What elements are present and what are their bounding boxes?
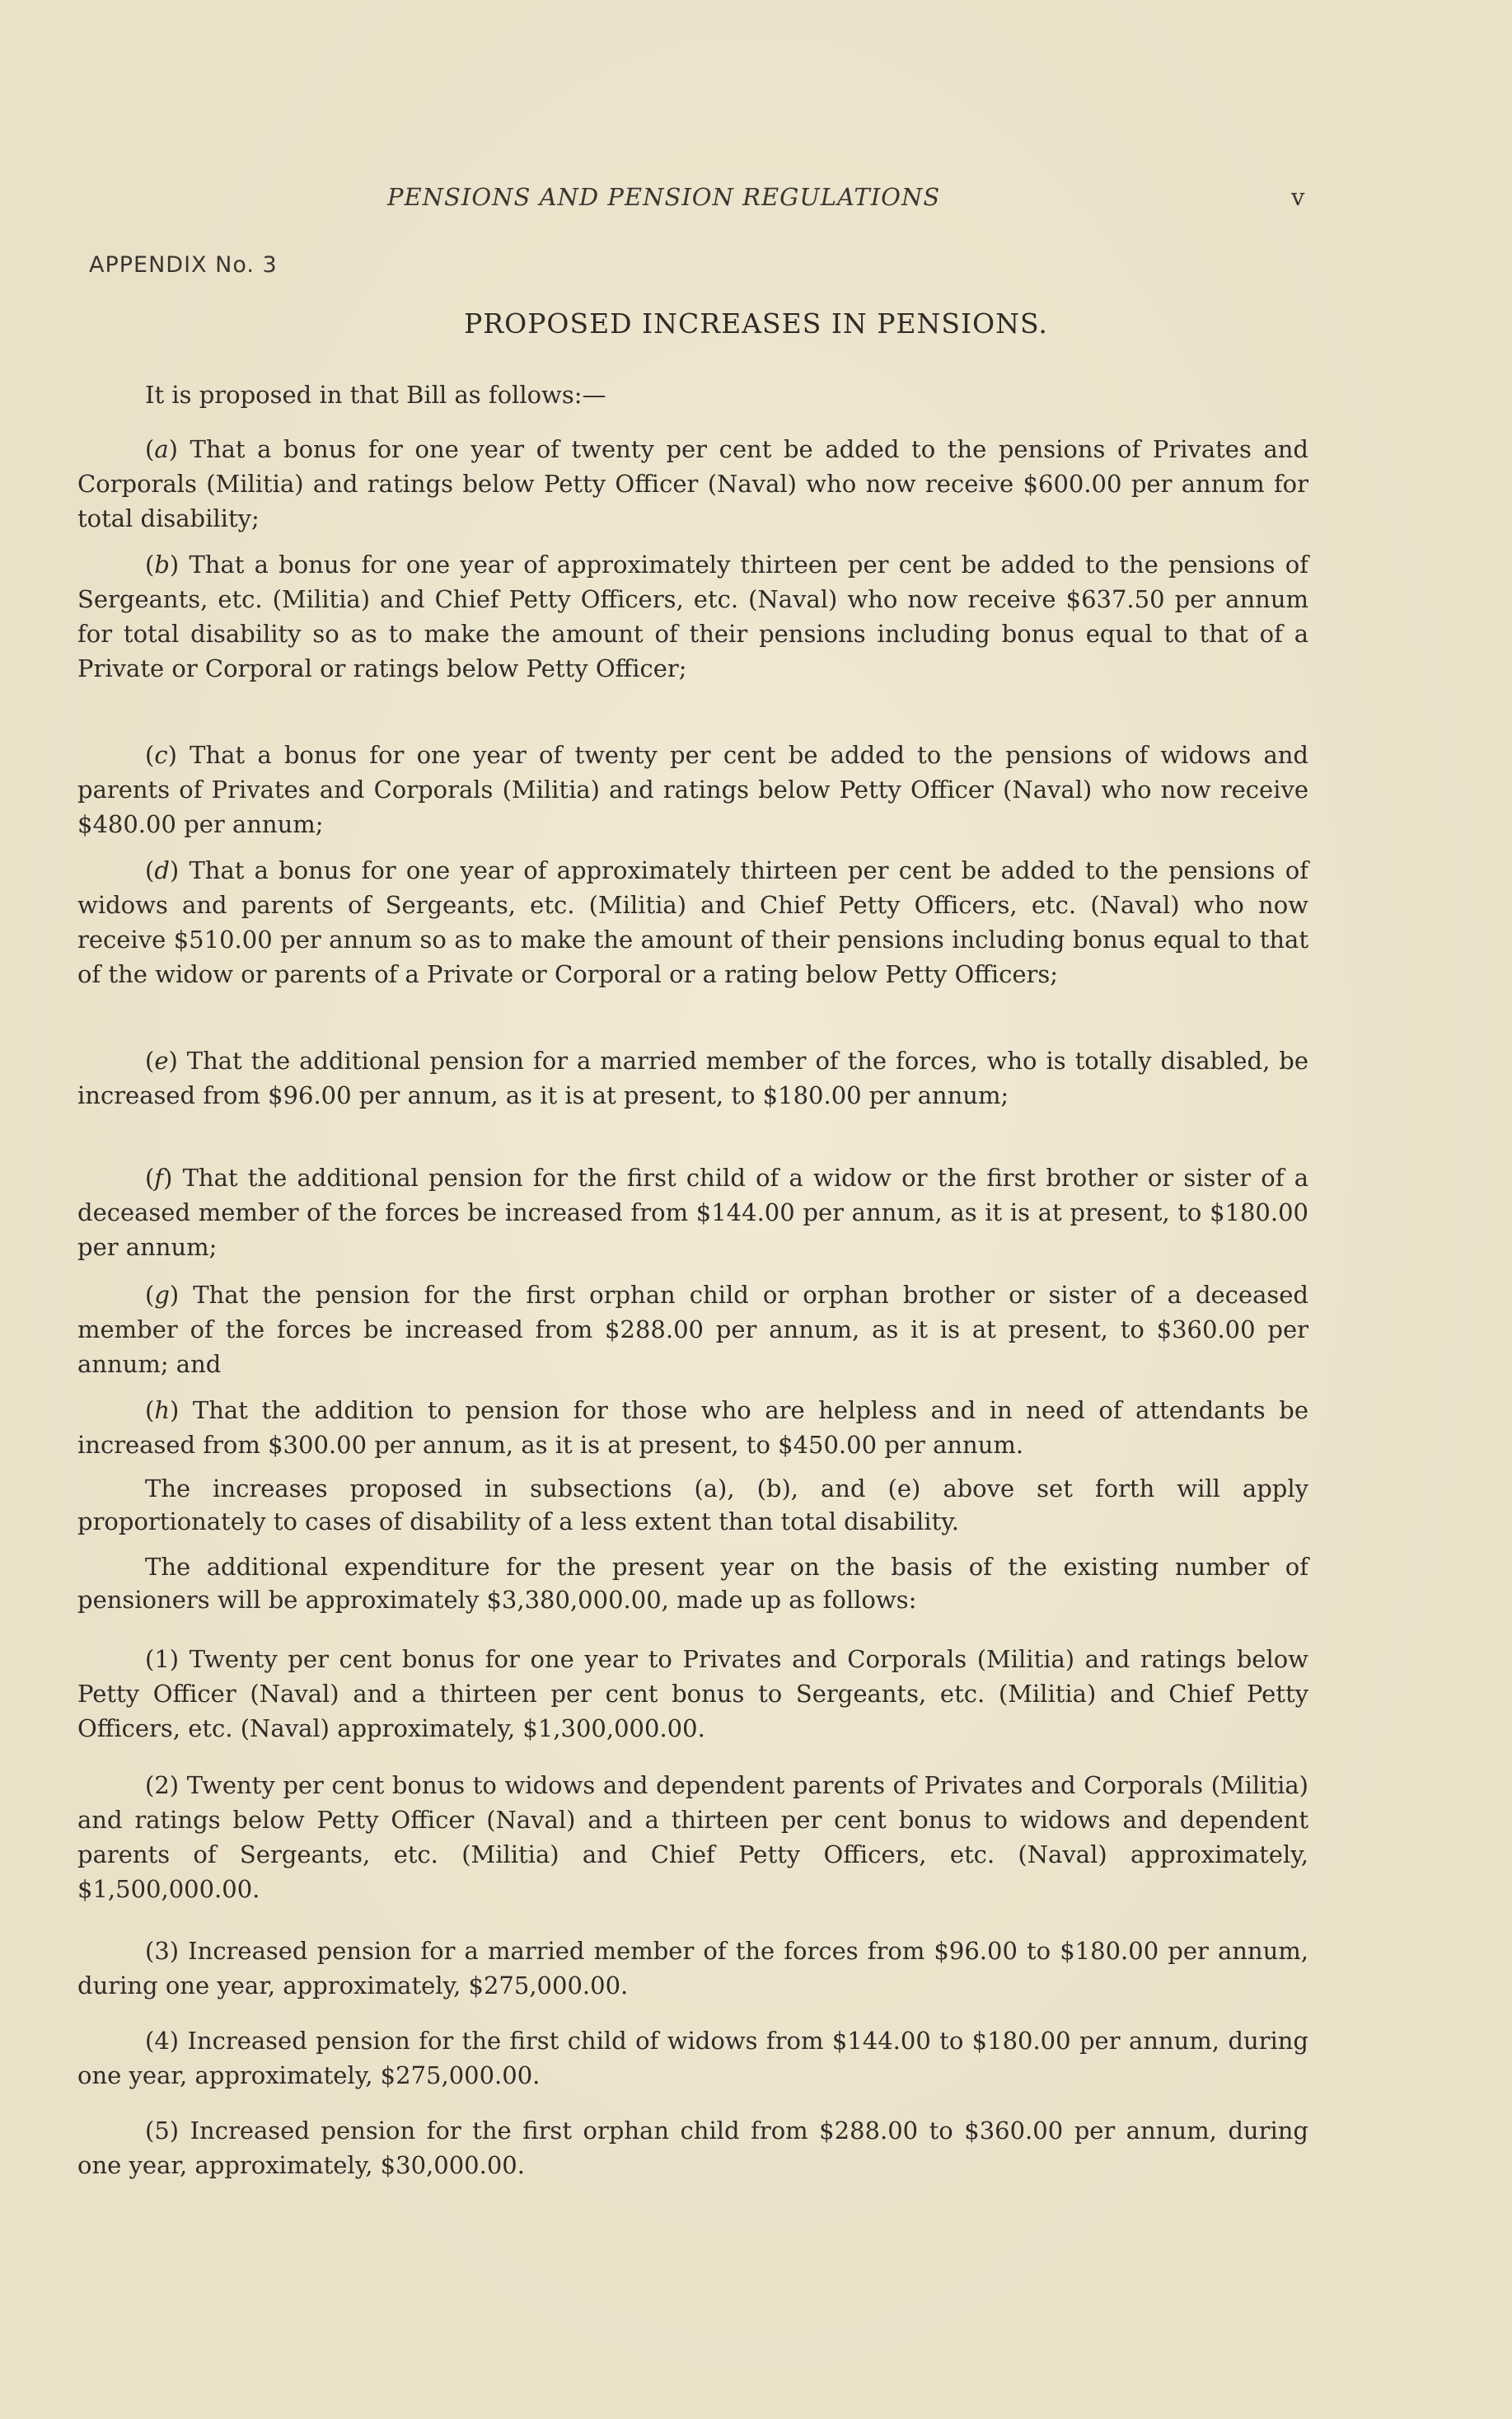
clause-e-paragraph: (e) That the additional pension for a married member of the forces, who is totally disabled, be increased from $96.00 per annum, as it is at present, to $180.00 per annum; (77, 1047, 1308, 1109)
clause-d-label: d (154, 856, 170, 884)
clause-e-text: That the additional pension for a married member of the forces, who is totally disabled, be increased from $96.00 per annum, as it is at present, to $180.00 per annum; (77, 1047, 1308, 1109)
expenditure-item-1 (77, 1642, 1308, 1746)
clause-g-label: g (154, 1281, 170, 1309)
increases-text: The increases proposed in subsections (a), (b), and (e) above set forth will apply proportionately to cases of disability of a less extent than total disability. (77, 1474, 1308, 1535)
clause-f-text: That the additional pension for the first child of a widow or the first brother or sister of a deceased member of the forces be increased from $144.00 per annum, as it is at present, to $180.00 per annum; (77, 1164, 1308, 1261)
intro-paragraph (77, 377, 1308, 412)
clause-e-label: e (154, 1047, 169, 1075)
running-header: PENSIONS AND PENSION REGULATIONS (387, 183, 941, 211)
clause-a-label: a (154, 435, 169, 463)
clause-g-paragraph: (g) That the pension for the first orphan child or orphan brother or sister of a deceased member of the forces be increased from $288.00 per annum, as it is at present, to $360.00 per annum; and (77, 1281, 1308, 1378)
clause-a-paragraph: (a) That a bonus for one year of twenty per cent be added to the pensions of Privates and Corporals (Militia) and ratings below Petty Officer (Naval) who now receive $600.00 per annum for total disability; (77, 435, 1308, 532)
increases-paragraph (77, 1472, 1308, 1538)
clause-c (77, 738, 1308, 841)
clause-b-paragraph: (b) That a bonus for one year of approximately thirteen per cent be added to the pensions of Sergeants, etc. (Militia) and Chief Petty Officers, etc. (Naval) who now receive $637.50 per annum for total disability so as to make the amount of their pensions including bonus equal to that of a Private or Corporal or ratings below Petty Officer; (77, 551, 1308, 682)
page-number: v (1291, 183, 1305, 211)
expenditure-item-text: (5) Increased pension for the first orphan child from $288.00 to $360.00 per annum, during one year, approximately, $30,000.00. (77, 2117, 1308, 2179)
clause-h (77, 1393, 1308, 1462)
clause-g-text: That the pension for the first orphan child or orphan brother or sister of a deceased member of the forces be increased from $288.00 per annum, as it is at present, to $360.00 per annum; and (77, 1281, 1308, 1378)
clause-c-text: That a bonus for one year of twenty per cent be added to the pensions of widows and parents of Privates and Corporals (Militia) and ratings below Petty Officer (Naval) who now receive $480.00 per annum; (77, 741, 1308, 838)
expenditure-paragraph (77, 1550, 1308, 1616)
clause-h-text: That the addition to pension for those who are helpless and in need of attendants be increased from $300.00 per annum, as it is at present, to $450.00 per annum. (77, 1396, 1308, 1459)
intro-text: It is proposed in that Bill as follows:— (145, 381, 606, 409)
clause-b-text: That a bonus for one year of approximately thirteen per cent be added to the pensions of Sergeants, etc. (Militia) and Chief Petty Officers, etc. (Naval) who now receive $637.50 per annum for total disability so as to make the amount of their pensions including bonus equal to that of a Private or Corporal or ratings below Petty Officer; (77, 551, 1308, 682)
clause-h-label: h (154, 1396, 171, 1424)
clause-b-label: b (154, 551, 170, 579)
clause-f-paragraph: (f) That the additional pension for the first child of a widow or the first brother or sister of a deceased member of the forces be increased from $144.00 per annum, as it is at present, to $180.00 per annum; (77, 1164, 1308, 1261)
clause-g (77, 1277, 1308, 1381)
clause-f-label: f (154, 1164, 164, 1192)
clause-d (77, 853, 1308, 992)
expenditure-item-text: (4) Increased pension for the first child of widows from $144.00 to $180.00 per annum, during one year, approximately, $275,000.00. (77, 2027, 1308, 2089)
section-title: PROPOSED INCREASES IN PENSIONS. (464, 307, 1048, 340)
clause-a-text: That a bonus for one year of twenty per cent be added to the pensions of Privates and Corporals (Militia) and ratings below Petty Officer (Naval) who now receive $600.00 per annum for total disability; (77, 435, 1308, 532)
clause-d-paragraph: (d) That a bonus for one year of approximately thirteen per cent be added to the pensions of widows and parents of Sergeants, etc. (Militia) and Chief Petty Officers, etc. (Naval) who now receive $510.00 per annum so as to make the amount of their pensions including bonus equal to that of the widow or parents of a Private or Corporal or a rating below Petty Officers; (77, 856, 1308, 988)
clause-e (77, 1043, 1308, 1113)
clause-b (77, 547, 1308, 686)
expenditure-text: The additional expenditure for the present year on the basis of the existing number of pensioners will be approximately $3,380,000.00, made up as follows: (77, 1553, 1308, 1614)
expenditure-item-3 (77, 1934, 1308, 2003)
expenditure-item-text: (3) Increased pension for a married member of the forces from $96.00 to $180.00 per annum, during one year, approximately, $275,000.00. (77, 1937, 1308, 1999)
expenditure-item-4 (77, 2023, 1308, 2093)
clause-d-text: That a bonus for one year of approximately thirteen per cent be added to the pensions of widows and parents of Sergeants, etc. (Militia) and Chief Petty Officers, etc. (Naval) who now receive $510.00 per annum so as to make the amount of their pensions including bonus equal to that of the widow or parents of a Private or Corporal or a rating below Petty Officers; (77, 856, 1308, 988)
expenditure-item-text: (2) Twenty per cent bonus to widows and dependent parents of Privates and Corporals (Militia) and ratings below Petty Officer (Naval) and a thirteen per cent bonus to widows and dependent parents of Sergeants, etc. (Militia) and Chief Petty Officers, etc. (Naval) approximately, $1,500,000.00. (77, 1771, 1308, 1903)
clause-a (77, 432, 1308, 536)
expenditure-item-text: (1) Twenty per cent bonus for one year to Privates and Corporals (Militia) and ratings below Petty Officer (Naval) and a thirteen per cent bonus to Sergeants, etc. (Militia) and Chief Petty Officers, etc. (Naval) approximately, $1,300,000.00. (77, 1645, 1308, 1742)
clause-h-paragraph: (h) That the addition to pension for those who are helpless and in need of attendants be increased from $300.00 per annum, as it is at present, to $450.00 per annum. (77, 1396, 1308, 1459)
expenditure-item-2 (77, 1768, 1308, 1906)
expenditure-item-5 (77, 2113, 1308, 2182)
appendix-label: APPENDIX No. 3 (89, 252, 278, 278)
clause-c-label: c (154, 741, 168, 769)
clause-c-paragraph: (c) That a bonus for one year of twenty per cent be added to the pensions of widows and parents of Privates and Corporals (Militia) and ratings below Petty Officer (Naval) who now receive $480.00 per annum; (77, 741, 1308, 838)
clause-f (77, 1160, 1308, 1264)
